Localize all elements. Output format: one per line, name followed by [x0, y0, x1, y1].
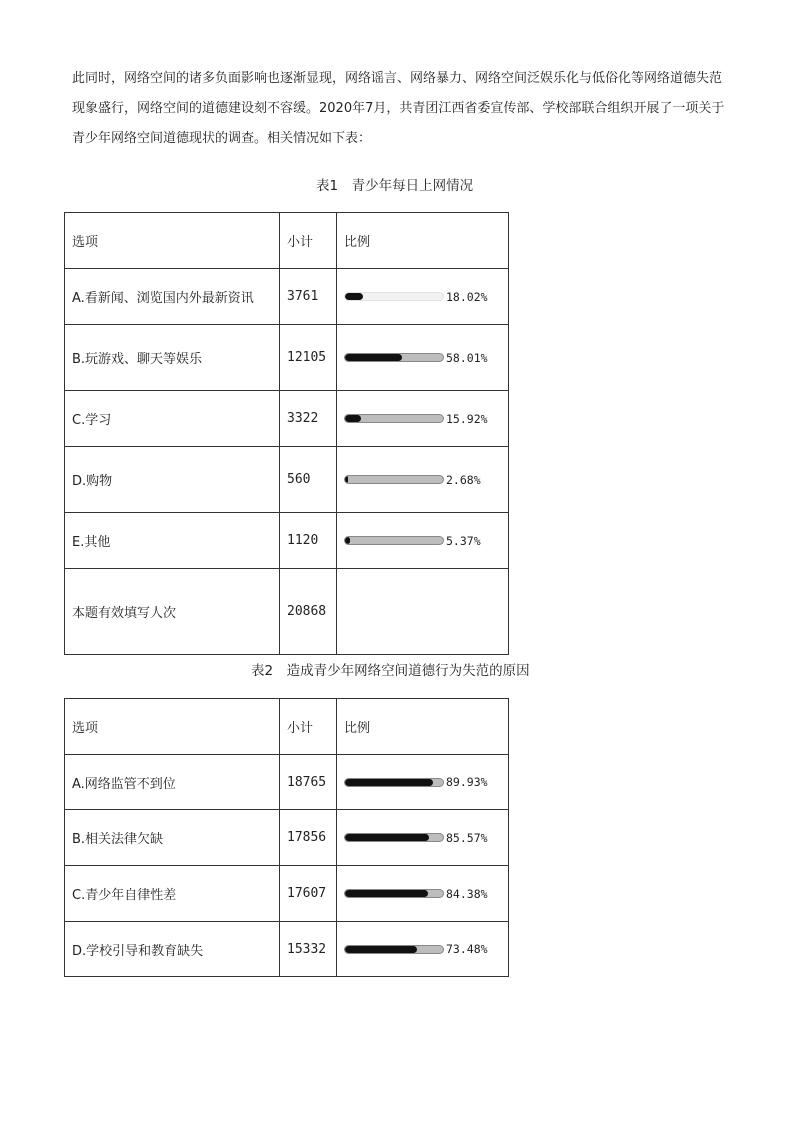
ratio-cell [337, 325, 509, 391]
table-row [65, 810, 509, 866]
ratio-bar-track [344, 292, 444, 301]
ratio-cell [337, 922, 509, 977]
option-label: D.学校引导和教育缺失 [65, 922, 280, 977]
table1-header-count: 小计 [280, 213, 337, 269]
table2-header-option: 选项 [65, 699, 280, 755]
count-cell: 12105 [280, 325, 337, 391]
ratio-bar-track [344, 778, 444, 787]
ratio-bar-fill [345, 476, 348, 483]
ratio-cell [337, 866, 509, 922]
total-count: 20868 [280, 569, 337, 655]
ratio-cell [337, 269, 509, 325]
table-row [65, 325, 509, 391]
count-cell: 3322 [280, 391, 337, 447]
daily-internet-usage-table [64, 212, 509, 655]
ratio-bar-fill [345, 834, 429, 841]
ratio-cell [337, 810, 509, 866]
ratio-percent: 89.93% [446, 775, 488, 789]
ratio-cell [337, 447, 509, 513]
ratio-percent: 84.38% [446, 886, 488, 901]
option-label: A.看新闻、浏览国内外最新资讯 [65, 269, 280, 325]
table2-header-count: 小计 [280, 699, 337, 755]
option-label: B.玩游戏、聊天等娱乐 [65, 325, 280, 391]
count-cell: 3761 [280, 269, 337, 325]
ratio-percent: 58.01% [446, 350, 488, 365]
ratio-bar-fill [345, 354, 402, 361]
ratio-percent: 18.02% [446, 289, 488, 304]
table2-header-ratio: 比例 [337, 699, 509, 755]
total-label: 本题有效填写人次 [65, 569, 280, 655]
ratio-bar-fill [345, 946, 417, 953]
ratio-cell [337, 513, 509, 569]
ratio-bar-track [344, 475, 444, 484]
intro-paragraph: 此同时，网络空间的诸多负面影响也逐渐显现，网络谣言、网络暴力、网络空间泛娱乐化与低俗化等网络道德失范现象盛行，网络空间的道德建设刻不容缓。2020年7月，共青团江西省委宣传部、学校部联合组织开展了一项关于青少年网络空间道德现状的调查。相关情况如下表： [72, 71, 725, 146]
table1-header-option: 选项 [65, 213, 280, 269]
table2-header-row [65, 699, 509, 755]
table-row [65, 391, 509, 447]
ratio-percent: 85.57% [446, 830, 488, 845]
ratio-bar-track [344, 945, 444, 954]
option-label: E.其他 [65, 513, 280, 569]
ratio-cell [337, 755, 509, 810]
count-cell: 17856 [280, 810, 337, 866]
count-cell: 17607 [280, 866, 337, 922]
ratio-percent: 5.37% [446, 533, 481, 548]
ratio-bar-track [344, 889, 444, 898]
table-row [65, 922, 509, 977]
option-label: C.学习 [65, 391, 280, 447]
option-label: D.购物 [65, 447, 280, 513]
ratio-bar-fill [345, 890, 428, 897]
ratio-bar-track [344, 414, 444, 423]
empty-cell [337, 569, 509, 655]
table2-caption: 表2 造成青少年网络空间道德行为失范的原因 [251, 663, 530, 679]
count-cell: 560 [280, 447, 337, 513]
table-row [65, 755, 509, 810]
ratio-bar-fill [345, 293, 363, 300]
ratio-bar-fill [345, 537, 350, 544]
moral-misconduct-causes-table [64, 698, 509, 977]
ratio-bar-track [344, 833, 444, 842]
table-row [65, 447, 509, 513]
table1-header-ratio: 比例 [337, 213, 509, 269]
ratio-cell [337, 391, 509, 447]
count-cell: 15332 [280, 922, 337, 977]
ratio-bar-track [344, 536, 444, 545]
count-cell: 18765 [280, 755, 337, 810]
ratio-bar-track [344, 353, 444, 362]
count-cell: 1120 [280, 513, 337, 569]
ratio-percent: 73.48% [446, 942, 488, 956]
ratio-percent: 2.68% [446, 472, 481, 487]
table-row [65, 513, 509, 569]
table-row [65, 866, 509, 922]
table1-header-row [65, 213, 509, 269]
table-total-row [65, 569, 509, 655]
table1-caption: 表1 青少年每日上网情况 [316, 178, 474, 194]
option-label: B.相关法律欠缺 [65, 810, 280, 866]
ratio-bar-fill [345, 779, 433, 786]
ratio-percent: 15.92% [446, 411, 488, 426]
option-label: A.网络监管不到位 [65, 755, 280, 810]
ratio-bar-fill [345, 415, 361, 422]
table-row [65, 269, 509, 325]
option-label: C.青少年自律性差 [65, 866, 280, 922]
